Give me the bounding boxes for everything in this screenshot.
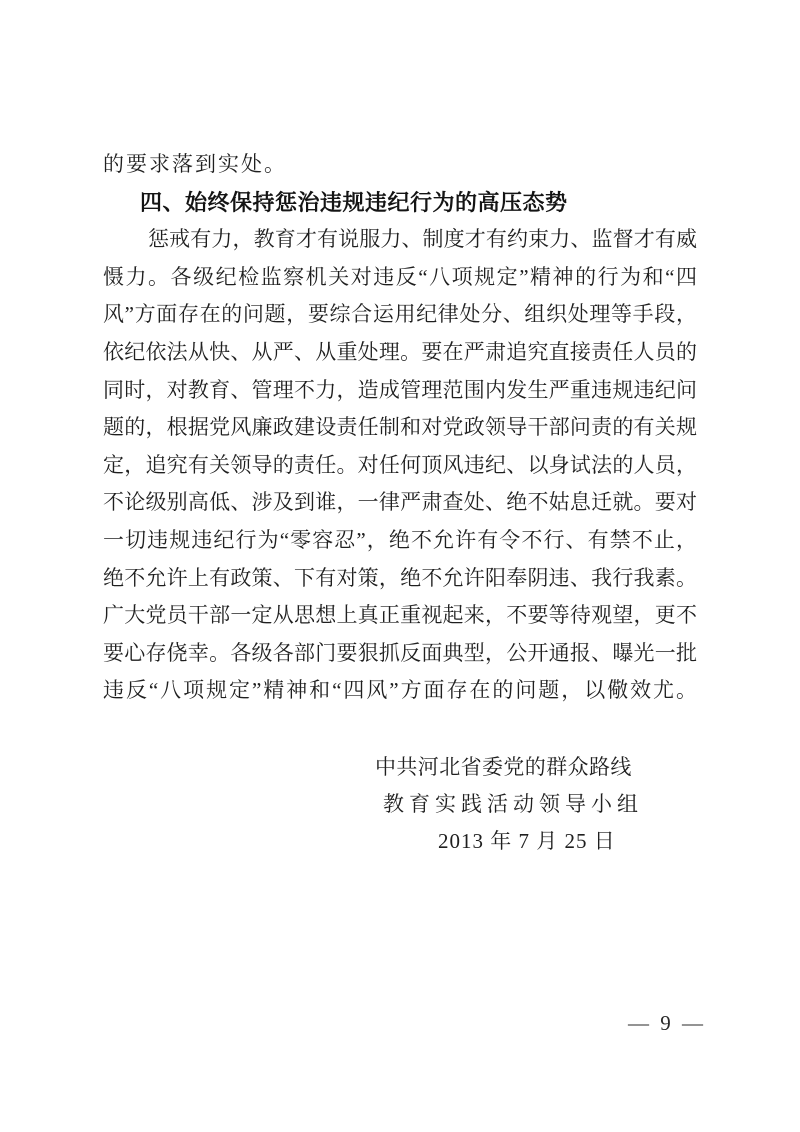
paragraph-line: 惩戒有力，教育才有说服力、制度才有约束力、监督才有威 — [148, 227, 697, 252]
section-heading: 四、始终保持惩治违规违纪行为的高压态势 — [140, 189, 568, 215]
signature-org-line-1: 中共河北省委党的群众路线 — [375, 755, 632, 779]
paragraph-line: 一切违规违纪行为“零容忍”，绝不允许有令不行、有禁不止， — [103, 527, 697, 552]
paragraph-line: 风”方面存在的问题，要综合运用纪律处分、组织处理等手段， — [103, 302, 697, 327]
signature-date: 2013 年 7 月 25 日 — [438, 829, 616, 853]
paragraph-line: 违反“八项规定”精神和“四风”方面存在的问题，以儆效尤。 — [103, 678, 697, 703]
signature-org-line-2: 教育实践活动领导小组 — [383, 792, 643, 816]
paragraph-line: 不论级别高低、涉及到谁，一律严肃查处、绝不姑息迁就。要对 — [103, 490, 697, 515]
paragraph-line: 广大党员干部一定从思想上真正重视起来，不要等待观望，更不 — [103, 603, 697, 628]
paragraph-line: 慑力。各级纪检监察机关对违反“八项规定”精神的行为和“四 — [103, 264, 697, 289]
page-number: — 9 — — [628, 1011, 706, 1035]
paragraph-line: 要心存侥幸。各级各部门要狠抓反面典型，公开通报、曝光一批 — [103, 640, 697, 665]
paragraph-line: 同时，对教育、管理不力，造成管理范围内发生严重违规违纪问 — [103, 377, 697, 402]
paragraph-line: 依纪依法从快、从严、从重处理。要在严肃追究直接责任人员的 — [103, 339, 697, 364]
paragraph-line: 题的，根据党风廉政建设责任制和对党政领导干部问责的有关规 — [103, 415, 697, 440]
document-body — [103, 146, 697, 710]
paragraph-line: 定，追究有关领导的责任。对任何顶风违纪、以身试法的人员， — [103, 452, 697, 477]
intro-line: 的要求落到实处。 — [103, 152, 287, 176]
paragraph-line: 绝不允许上有政策、下有对策，绝不允许阳奉阴违、我行我素。 — [103, 565, 697, 590]
